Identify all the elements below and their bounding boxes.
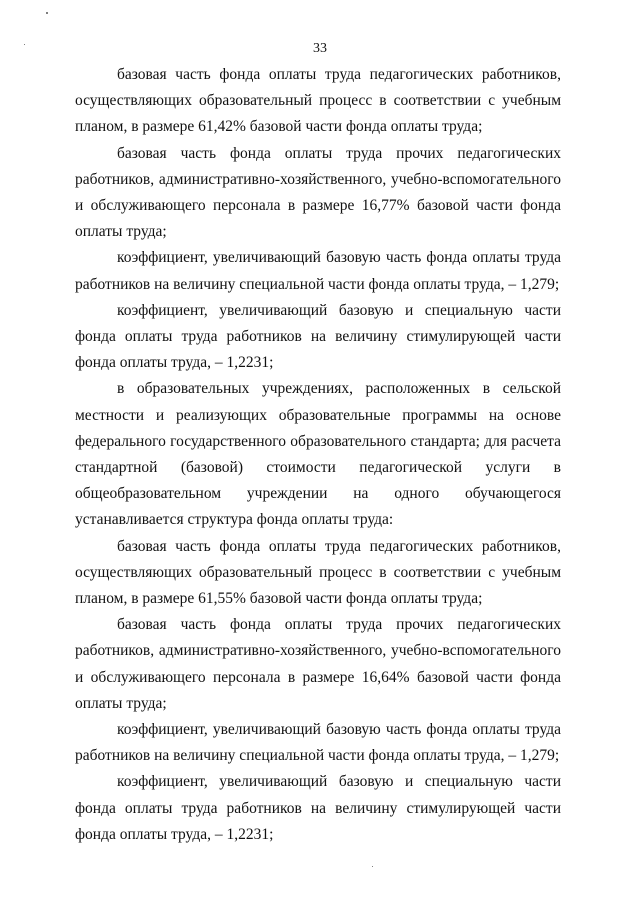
paragraph-incentive-coefficient: коэффициент, увеличивающий базовую и специальную части фонда оплаты труда работников на величину стимулирующей части фонда оплаты труда, – 1,2231;	[75, 301, 561, 372]
paragraph-base-share-other-staff: базовая часть фонда оплаты труда прочих педагогических работников, административно-хозяйственного, учебно-вспомогательного и обслуживающего персонала в размере 16,77% базовой части фонда оплаты труда;	[75, 144, 561, 241]
paragraph-incentive-coefficient-rural: коэффициент, увеличивающий базовую и специальную части фонда оплаты труда работников на величину стимулирующей части фонда оплаты труда, – 1,2231;	[75, 773, 561, 843]
scan-speck	[372, 866, 373, 867]
paragraph-base-share-teachers-rural: базовая часть фонда оплаты труда педагогических работников, осуществляющих образовательный процесс в соответствии с учебным планом, в размере 61,55% базовой части фонда оплаты труда;	[75, 537, 561, 608]
paragraph-special-coefficient-rural: коэффициент, увеличивающий базовую часть фонда оплаты труда работников на величину специальной части фонда оплаты труда, – 1,279;	[75, 721, 561, 765]
document-body	[75, 62, 561, 848]
paragraph-special-coefficient: коэффициент, увеличивающий базовую часть фонда оплаты труда работников на величину специальной части фонда оплаты труда, – 1,279;	[75, 249, 561, 293]
paragraph-rural-institutions: в образовательных учреждениях, расположенных в сельской местности и реализующих образовательные программы на основе федерального государственного образовательного стандарта; для расчета стандартной (базовой) стоимости педагогической услуги в общеобразовательном учреждении на одного обучающегося устанавливается структура фонда оплаты труда:	[75, 380, 561, 529]
paragraph-base-share-teachers: базовая часть фонда оплаты труда педагогических работников, осуществляющих образовательный процесс в соответствии с учебным планом, в размере 61,42% базовой части фонда оплаты труда;	[75, 66, 561, 136]
paragraph-base-share-other-staff-rural: базовая часть фонда оплаты труда прочих педагогических работников, административно-хозяйственного, учебно-вспомогательного и обслуживающего персонала в размере 16,64% базовой части фонда оплаты труда;	[75, 616, 561, 712]
scan-speck	[46, 12, 48, 14]
page-number: 33	[313, 41, 327, 56]
